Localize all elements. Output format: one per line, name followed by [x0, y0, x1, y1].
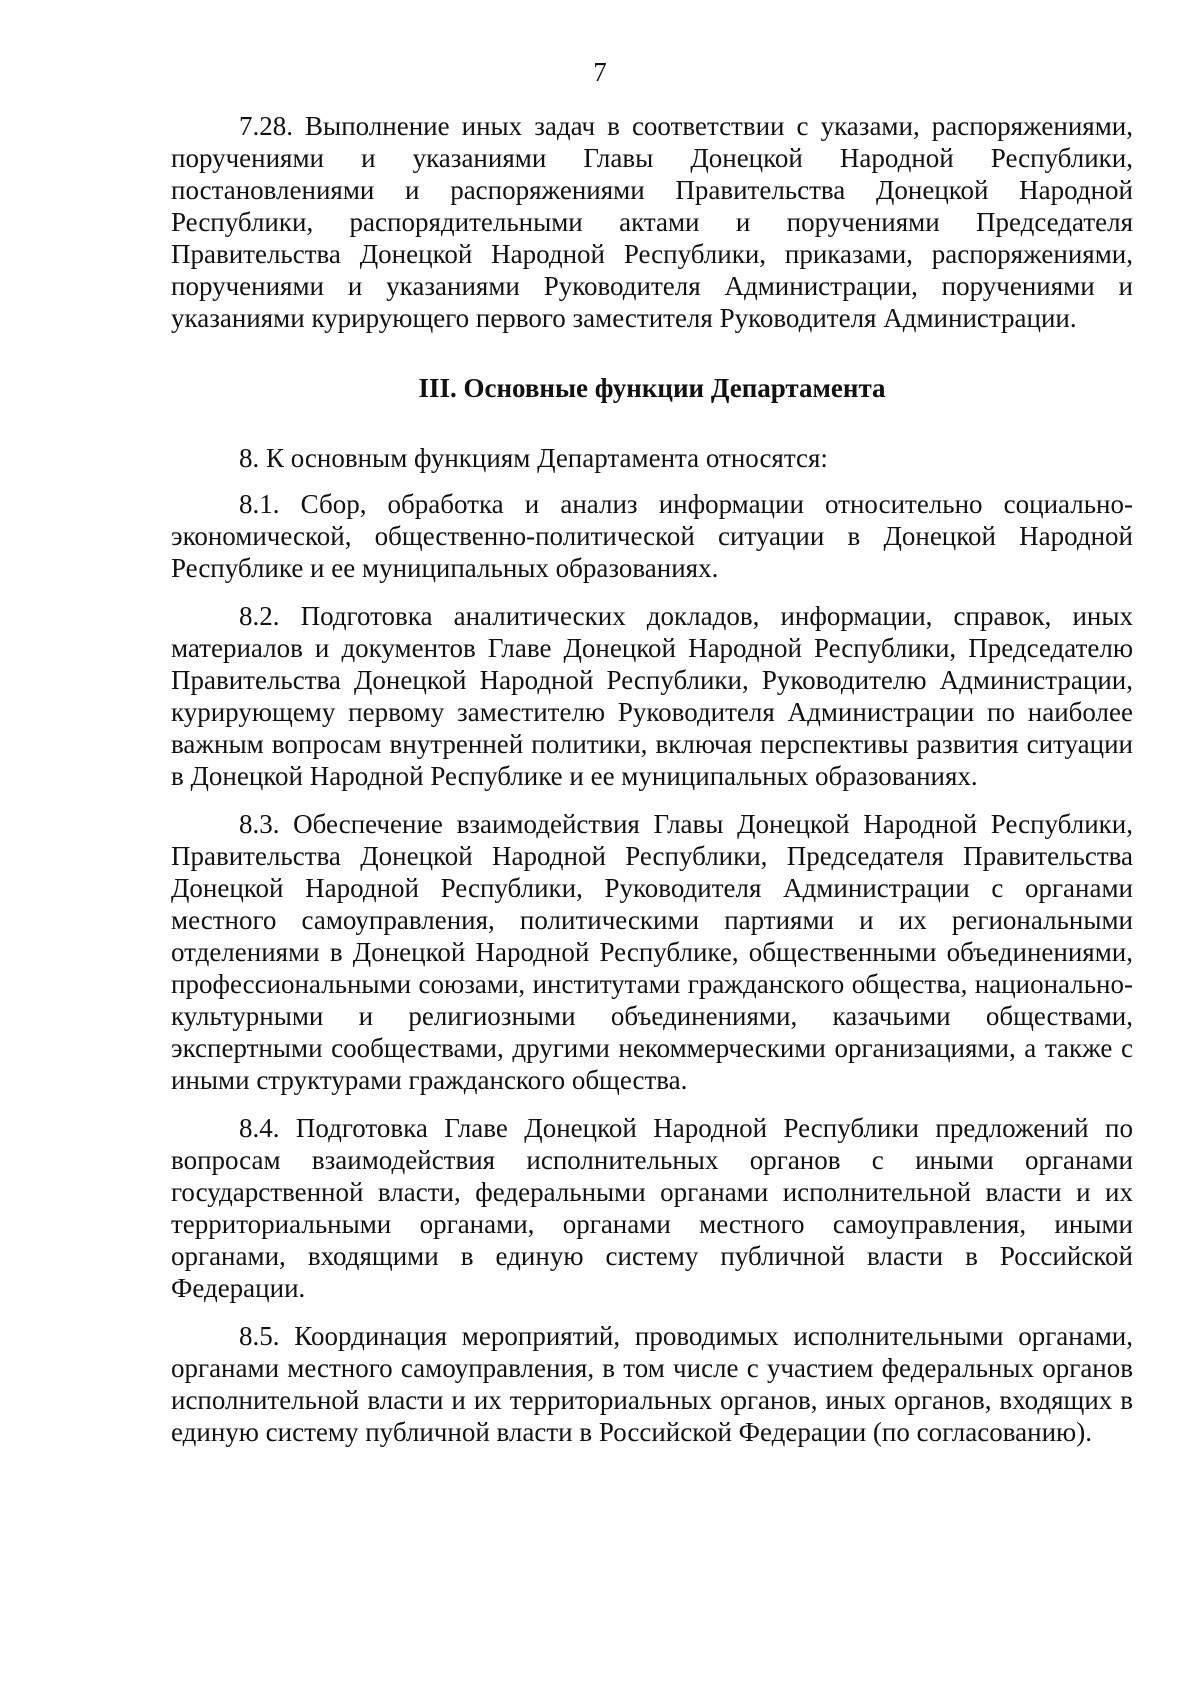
- section-heading: III. Основные функции Департамента: [418, 373, 886, 403]
- paragraph-8-1: 8.1. Сбор, обработка и анализ информации относительно социально-экономической, общественно-политической ситуации в Донецкой Народной Республике и ее муниципальных образованиях.: [171, 489, 1133, 583]
- paragraph-8-2: 8.2. Подготовка аналитических докладов, информации, справок, иных материалов и документов Главе Донецкой Народной Республики, Председателю Правительства Донецкой Народной Республики, Руководителю Администрации, курирующему первому заместителю Руководителя Администрации по наиболее важным вопросам внутренней политики, включая перспективы развития ситуации в Донецкой Народной Республике и ее муниципальных образованиях.: [171, 601, 1133, 791]
- paragraph-7-28: 7.28. Выполнение иных задач в соответствии с указами, распоряжениями, поручениями и указаниями Главы Донецкой Народной Республики, постановлениями и распоряжениями Правительства Донецкой Народной Республики, распорядительными актами и поручениями Председателя Правительства Донецкой Народной Республики, приказами, распоряжениями, поручениями и указаниями Руководителя Администрации, поручениями и указаниями курирующего первого заместителя Руководителя Администрации.: [171, 111, 1133, 333]
- paragraph-8-5: 8.5. Координация мероприятий, проводимых исполнительными органами, органами местного самоуправления, в том числе с участием федеральных органов исполнительной власти и их территориальных органов, иных органов, входящих в единую систему публичной власти в Российской Федерации (по согласованию).: [171, 1321, 1133, 1447]
- paragraph-8-3: 8.3. Обеспечение взаимодействия Главы Донецкой Народной Республики, Правительства Донецкой Народной Республики, Председателя Правительства Донецкой Народной Республики, Руководителя Администрации с органами местного самоуправления, политическими партиями и их региональными отделениями в Донецкой Народной Республике, общественными объединениями, профессиональными союзами, институтами гражданского общества, национально-культурными и религиозными объединениями, казачьими обществами, экспертными сообществами, другими некоммерческими организациями, а также с иными структурами гражданского общества.: [171, 809, 1133, 1095]
- paragraph-8-4: 8.4. Подготовка Главе Донецкой Народной Республики предложений по вопросам взаимодействия исполнительных органов с иными органами государственной власти, федеральными органами исполнительной власти и их территориальными органами, органами местного самоуправления, иными органами, входящими в единую систему публичной власти в Российской Федерации.: [171, 1113, 1133, 1303]
- functions-intro: 8. К основным функциям Департамента относятся:: [239, 443, 828, 473]
- page-number: 7: [593, 57, 607, 87]
- document-body: [171, 110, 1133, 1448]
